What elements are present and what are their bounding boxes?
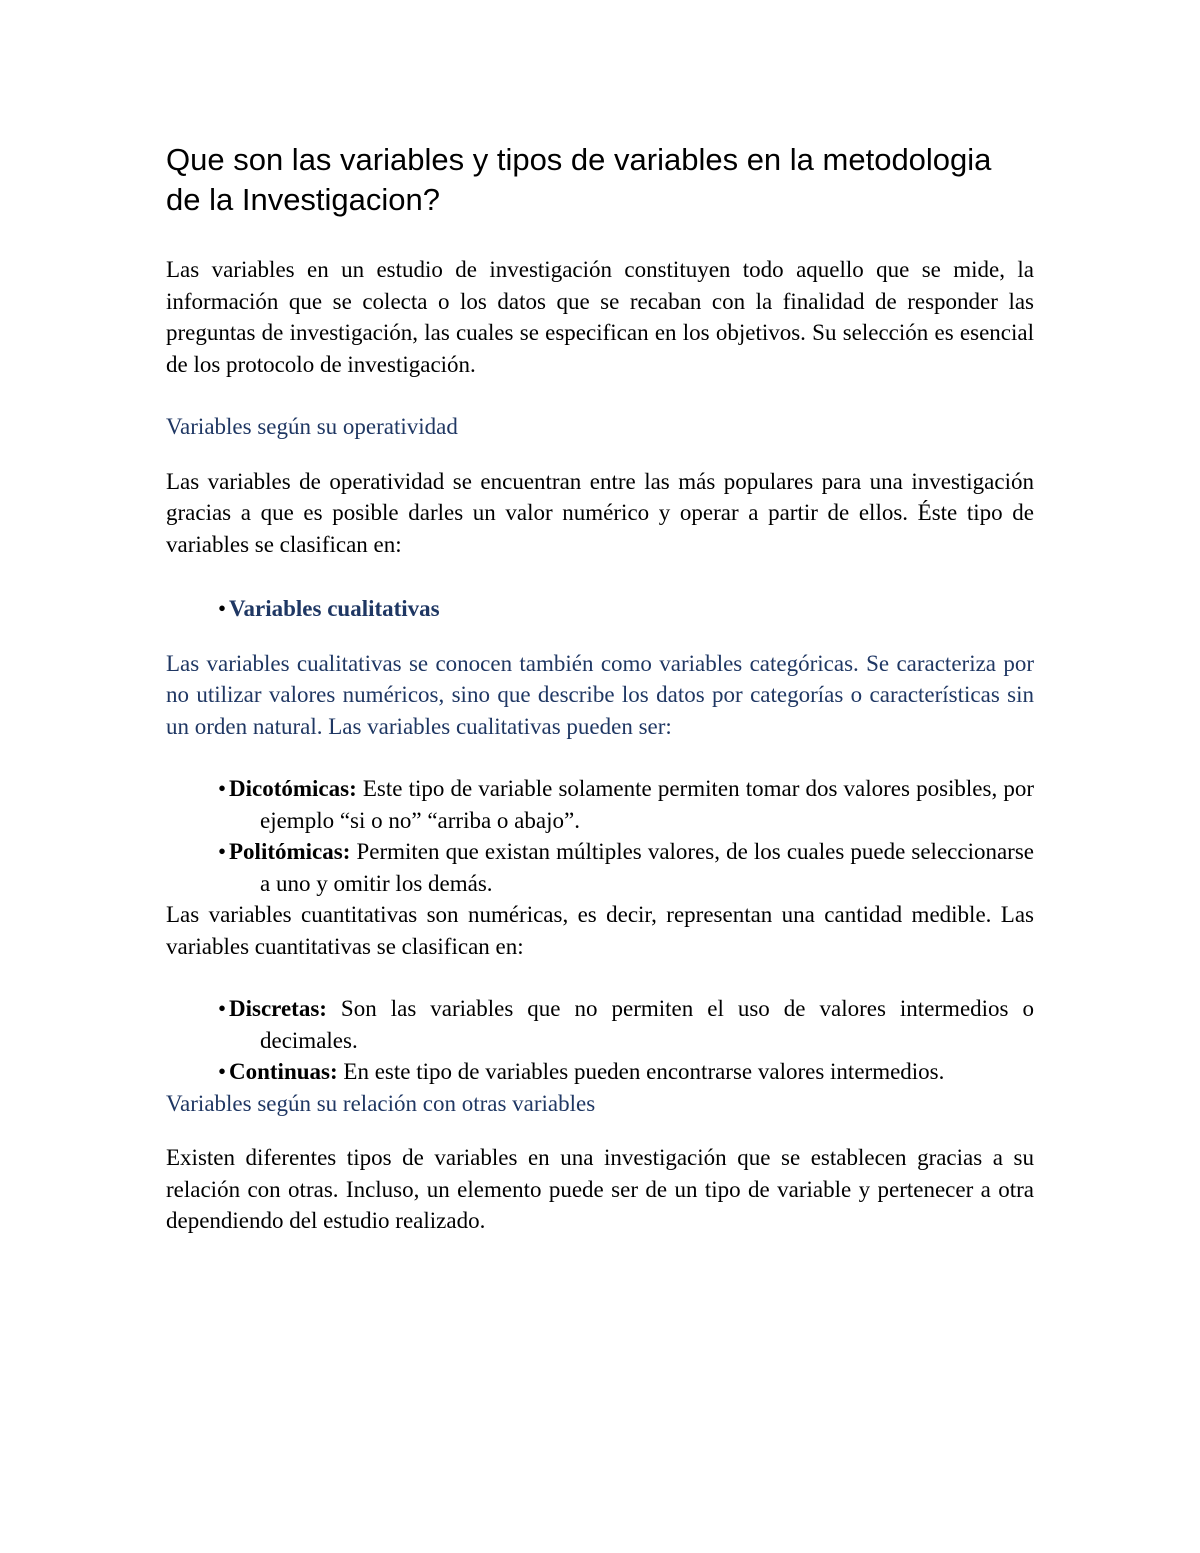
bullet-icon: • xyxy=(218,1059,227,1084)
intro-paragraph: Las variables en un estudio de investigación constituyen todo aquello que se mide, la información que se colecta o los datos que se recaban con la finalidad de responder las preguntas de investigación, las cuales se especifican en los objetivos. Su selección es esencial de los protocolo de investigación. xyxy=(166,257,1034,377)
term-label: Dicotómicas: xyxy=(229,776,357,801)
term-description: Son las variables que no permiten el uso de valores intermedios o decimales. xyxy=(260,996,1034,1053)
cuantitativas-paragraph: Las variables cuantitativas son numéricas, es decir, representan una cantidad medible. Las variables cuantitativas se clasifican en: xyxy=(166,902,1034,959)
document-title: Que son las variables y tipos de variables en la metodologia de la Investigacion? xyxy=(166,142,992,217)
heading-relacion: Variables según su relación con otras variables xyxy=(166,1090,596,1116)
cuantitativas-types-list xyxy=(166,993,1034,1088)
term-label: Continuas: xyxy=(229,1059,338,1084)
term-description: En este tipo de variables pueden encontrarse valores intermedios. xyxy=(337,1059,945,1084)
list-item xyxy=(218,993,1034,1056)
list-item xyxy=(218,836,1034,899)
cualitativas-types-list xyxy=(166,773,1034,899)
bullet-icon: • xyxy=(218,596,227,621)
cualitativas-heading-list xyxy=(166,593,1034,625)
operatividad-paragraph: Las variables de operatividad se encuentran entre las más populares para una investigación gracias a que es posible darles un valor numérico y operar a partir de ellos. Éste tipo de variables se clasifican en: xyxy=(166,468,1034,557)
document-page xyxy=(166,140,1034,1237)
list-item xyxy=(218,593,1034,625)
term-description: Este tipo de variable solamente permiten tomar dos valores posibles, por ejemplo “si o no” “arriba o abajo”. xyxy=(260,776,1034,833)
term-description: Permiten que existan múltiples valores, de los cuales puede seleccionarse a uno y omitir los demás. xyxy=(260,839,1034,896)
term-label: Politómicas: xyxy=(229,839,351,864)
list-item xyxy=(218,773,1034,836)
term-label: Discretas: xyxy=(229,996,327,1021)
heading-operatividad: Variables según su operatividad xyxy=(166,414,458,439)
bullet-icon: • xyxy=(218,839,227,864)
list-item xyxy=(218,1056,1034,1088)
relacion-paragraph: Existen diferentes tipos de variables en una investigación que se establecen gracias a su relación con otras. Incluso, un elemento puede ser de un tipo de variable y pertenecer a otra dependiendo del estudio realizado. xyxy=(166,1145,1034,1233)
cualitativas-paragraph: Las variables cualitativas se conocen también como variables categóricas. Se caracteriza por no utilizar valores numéricos, sino que describe los datos por categorías o características sin un orden natural. Las variables cualitativas pueden ser: xyxy=(166,650,1034,739)
bullet-icon: • xyxy=(218,776,227,801)
bullet-icon: • xyxy=(218,996,227,1021)
heading-cualitativas: Variables cualitativas xyxy=(229,596,440,621)
